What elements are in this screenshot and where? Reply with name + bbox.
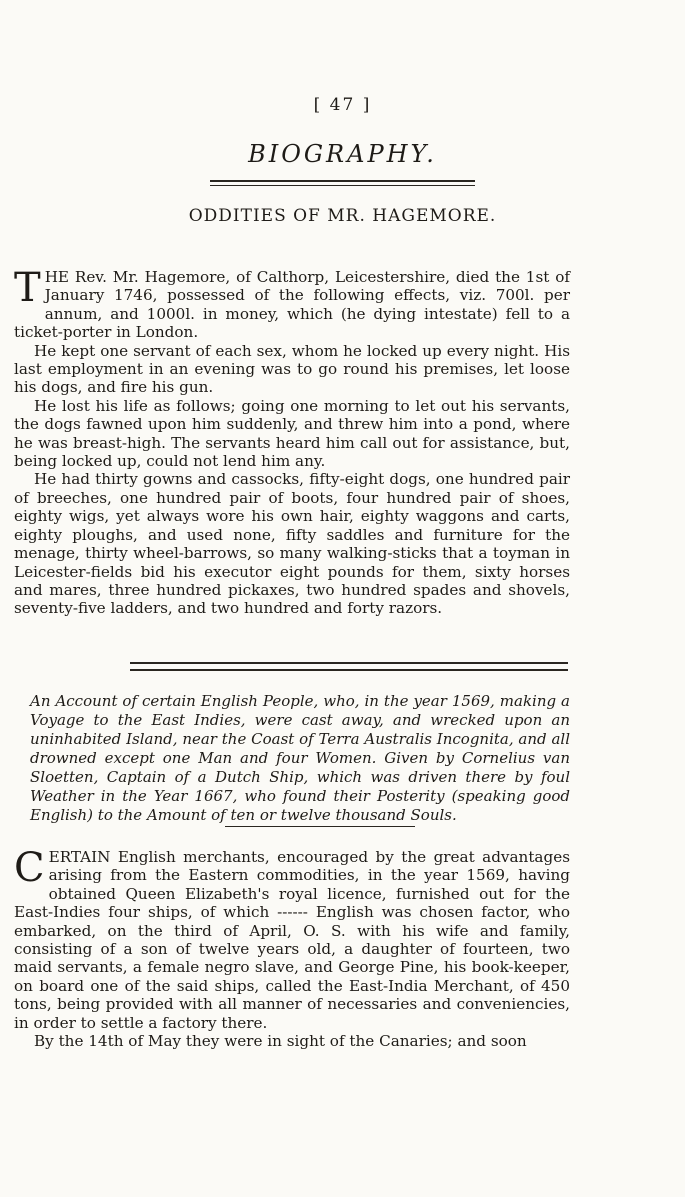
section-title: BIOGRAPHY. <box>248 140 437 168</box>
article-paragraph-1 <box>14 265 570 342</box>
narrative-drop-cap: C <box>14 845 45 891</box>
account-separator-rule <box>225 826 415 827</box>
article-paragraph-3: He lost his life as follows; going one morning to let out his servants, the dogs fawned upon him suddenly, and threw him into a pond, where he was breast-high. The servants heard him call out for assistance, but, being locked up, could not lend him any. <box>14 396 570 471</box>
page-number: [ 47 ] <box>313 95 372 115</box>
narrative-paragraph-2: By the 14th of May they were in sight of the Canaries; and soon <box>34 1032 527 1051</box>
article-title: ODDITIES OF MR. HAGEMORE. <box>188 206 497 226</box>
article-separator-rule <box>130 662 568 671</box>
title-double-rule <box>210 180 475 186</box>
article-body <box>14 265 570 618</box>
article-paragraph-2: He kept one servant of each sex, whom he locked up every night. His last employment in an evening was to go round his premises, let loose his dogs, and fire his gun. <box>14 341 570 397</box>
article-drop-cap: T <box>14 265 41 311</box>
article-paragraph-1-text: HE Rev. Mr. Hagemore, of Calthorp, Leicestershire, died the 1st of January 1746, possessed of the following effects, viz. 700l. per annum, and 1000l. in money, which (he dying intestate) fell to a ticket-porter in London. <box>14 268 570 342</box>
article-paragraph-4: He had thirty gowns and cassocks, fifty-eight dogs, one hundred pair of breeches, one hundred pair of boots, four hundred pair of shoes, eighty wigs, yet always wore his own hair, eighty waggons and carts, eighty ploughs, and used none, fifty saddles and furniture for the menage, thirty wheel-barrows, so many walking-sticks that a toyman in Leicester-fields bid his executor eight pounds for them, sixty horses and mares, three hundred pickaxes, two hundred spades and shovels, seventy-five ladders, and two hundred and forty razors. <box>14 470 570 618</box>
narrative-paragraph-1 <box>14 845 570 1032</box>
narrative-body <box>14 845 570 1051</box>
narrative-paragraph-1-text: ERTAIN English merchants, encouraged by the great advantages arising from the Eastern commodities, in the year 1569, having obtained Queen Elizabeth's royal licence, furnished out for the East-Indies four ships, of which ------ English was chosen factor, who embarked, on the third of April, O. S. with his wife and family, consisting of a son of twelve years old, a daughter of fourteen, two maid servants, a female negro slave, and George Pine, his book-keeper, on board one of the said ships, called the East-India Merchant, of 450 tons, being provided with all manner of necessaries and conveniencies, in order to settle a factory there. <box>14 848 570 1032</box>
account-heading: An Account of certain English People, who, in the year 1569, making a Voyage to the East Indies, were cast away, and wrecked upon an uninhabited Island, near the Coast of Terra Australis Incognita, and all drowned except one Man and four Women. Given by Cornelius van Sloetten, Captain of a Dutch Ship, which was driven there by foul Weather in the Year 1667, who found their Posterity (speaking good English) to the Amount of ten or twelve thousand Souls. <box>30 692 570 824</box>
